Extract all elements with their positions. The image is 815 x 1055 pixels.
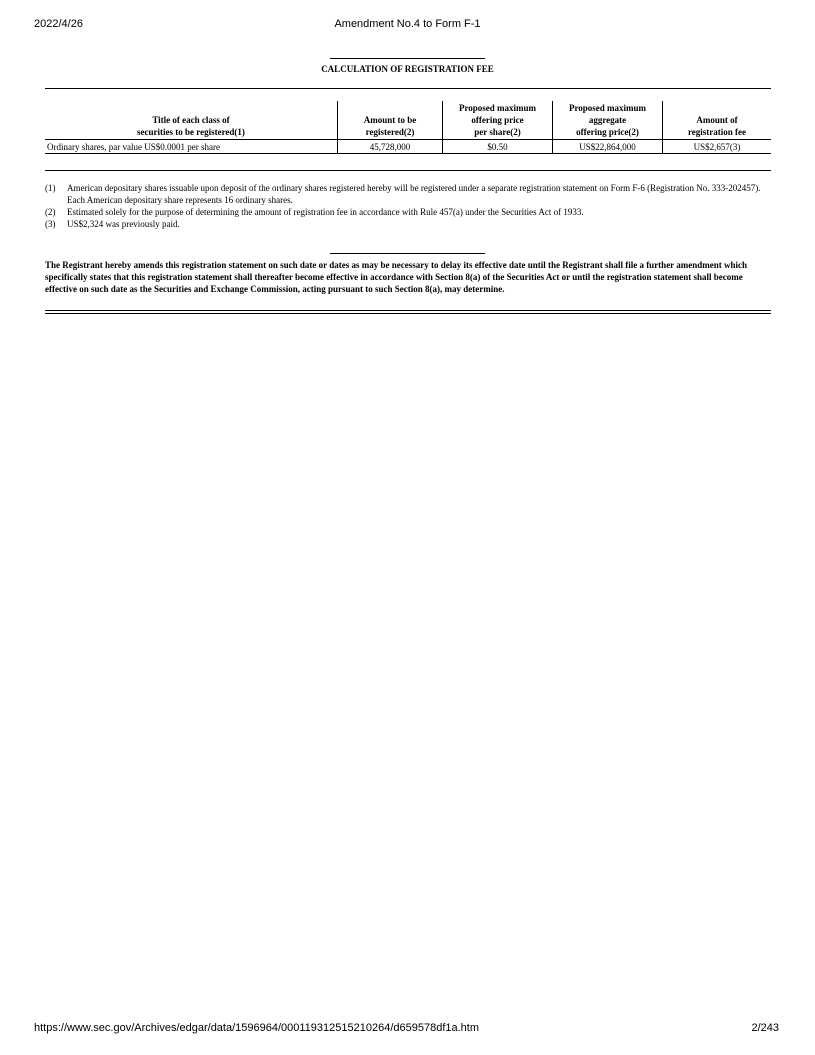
table-row: [45, 140, 771, 154]
table-header-row: [45, 101, 771, 140]
footnote-2: (2) Estimated solely for the purpose of determining the amount of registration fee in accordance with Rule 457(a) under the Securities Act of 1933.: [45, 207, 584, 217]
amendment-statement: The Registrant hereby amends this registration statement on such date or dates as may be necessary to delay its effective date until the Registrant shall file a further amendment which specifically states that this registration statement shall thereafter become effective in accordance with Section 8(a) of the Securities Act or until the registration statement shall become effective on such date as the Securities and Exchange Commission, acting pursuant to such Section 8(a), may determine.: [45, 260, 748, 294]
col-header-max-aggregate-price: Proposed maximum aggregate offering price(2): [553, 101, 663, 140]
divider-below-table: [45, 170, 771, 171]
section-title: CALCULATION OF REGISTRATION FEE: [321, 64, 494, 74]
col-header-title: Title of each class of securities to be registered(1): [45, 101, 338, 140]
divider-short-middle: [330, 253, 485, 254]
divider-full-top: [45, 88, 771, 89]
divider-short-top: [330, 58, 485, 59]
divider-bottom-2: [45, 313, 771, 314]
footnotes: [45, 182, 771, 230]
footnote-3: (3) US$2,324 was previously paid.: [45, 219, 180, 229]
divider-bottom-1: [45, 310, 771, 311]
source-url: https://www.sec.gov/Archives/edgar/data/1596964/000119312515210264/d659578df1a.htm: [34, 1022, 480, 1034]
cell-amount-registered: 45,728,000: [338, 140, 443, 154]
print-date: 2022/4/26: [34, 18, 83, 30]
footnote-1: (1) American depositary shares issuable upon deposit of the ordinary shares registered hereby will be registered under a separate registration statement on Form F-6 (Registration No. 333-202457). Each American depositary share represents 16 ordinary shares.: [45, 183, 761, 205]
cell-aggregate-price: US$22,864,000: [553, 140, 663, 154]
col-header-max-price-per-share: Proposed maximum offering price per share(2): [443, 101, 553, 140]
document-header-title: Amendment No.4 to Form F-1: [334, 18, 481, 30]
cell-security-class: Ordinary shares, par value US$0.0001 per share: [45, 140, 338, 154]
col-header-amount-registered: Amount to be registered(2): [338, 101, 443, 140]
registration-fee-table: [45, 101, 771, 154]
page-number: 2/243: [751, 1022, 779, 1034]
cell-registration-fee: US$2,657(3): [663, 140, 772, 154]
cell-price-per-share: $0.50: [443, 140, 553, 154]
col-header-registration-fee: Amount of registration fee: [663, 101, 772, 140]
